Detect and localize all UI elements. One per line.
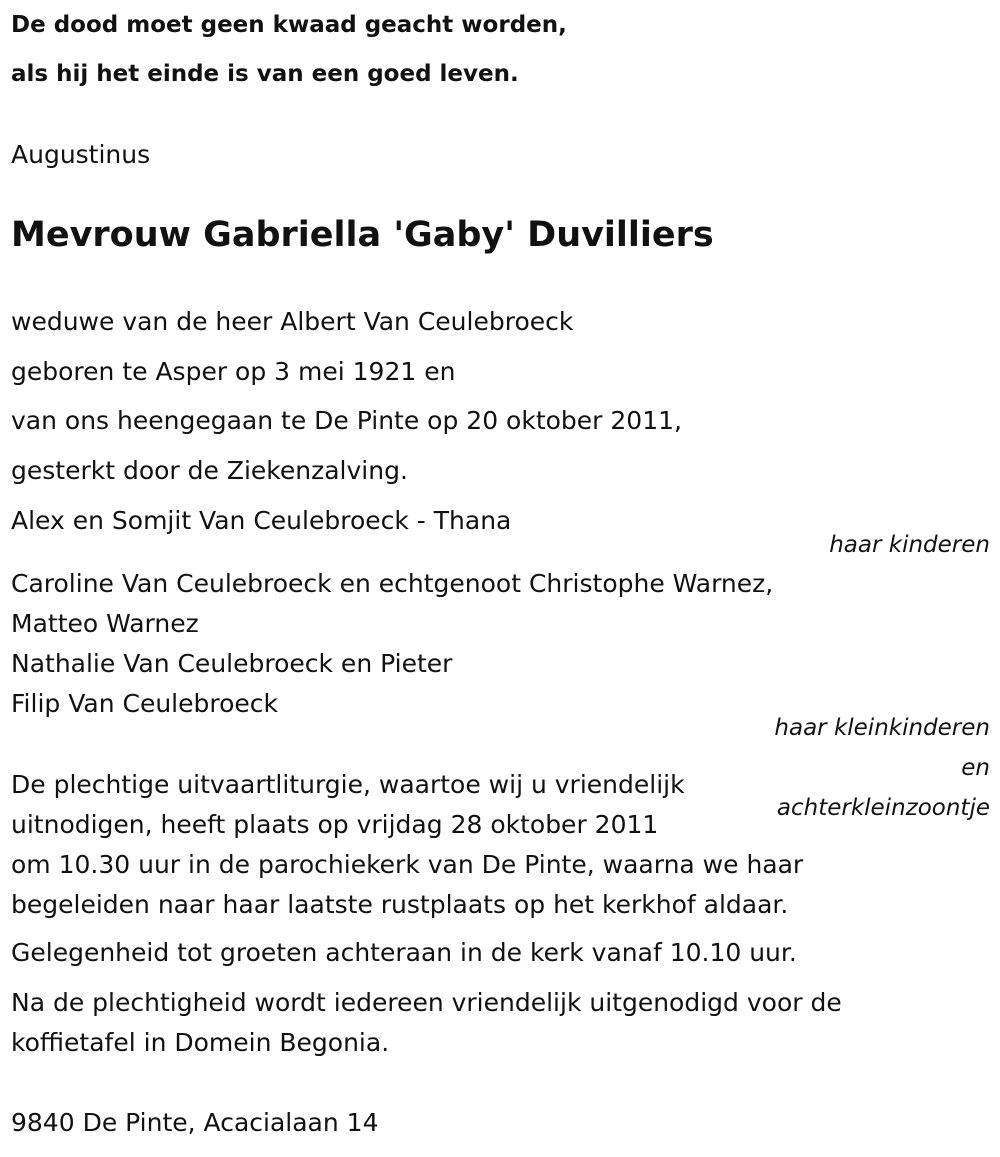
great-grandchild-label: achterkleinzoontje [776, 795, 990, 821]
children-name: Alex en Somjit Van Ceulebroeck - Thana [11, 506, 512, 535]
quote-author: Augustinus [11, 140, 151, 169]
ceremony-line: De plechtige uitvaartliturgie, waartoe wij u vriendelijk [11, 770, 685, 799]
grandchild-line: Matteo Warnez [11, 609, 199, 638]
detail-born: geboren te Asper op 3 mei 1921 en [11, 357, 456, 386]
coffee-info: Na de plechtigheid wordt iedereen vriendelijk uitgenodigd voor de [11, 988, 842, 1017]
detail-widow: weduwe van de heer Albert Van Ceulebroeck [11, 307, 574, 336]
grandchildren-label: haar kleinkinderen [774, 715, 990, 741]
grandchild-line: Filip Van Ceulebroeck [11, 689, 278, 718]
deceased-name: Mevrouw Gabriella 'Gaby' Duvilliers [11, 215, 714, 255]
ceremony-line: begeleiden naar haar laatste rustplaats op het kerkhof aldaar. [11, 890, 789, 919]
grandchildren-label-and: en [961, 755, 990, 781]
grandchild-line: Nathalie Van Ceulebroeck en Pieter [11, 649, 453, 678]
ceremony-line: om 10.30 uur in de parochiekerk van De Pinte, waarna we haar [11, 850, 804, 879]
greeting-info: Gelegenheid tot groeten achteraan in de kerk vanaf 10.10 uur. [11, 938, 797, 967]
coffee-info: koffietafel in Domein Begonia. [11, 1028, 390, 1057]
ceremony-line: uitnodigen, heeft plaats op vrijdag 28 oktober 2011 [11, 810, 659, 839]
detail-sacrament: gesterkt door de Ziekenzalving. [11, 456, 408, 485]
grandchild-line: Caroline Van Ceulebroeck en echtgenoot Christophe Warnez, [11, 569, 774, 598]
address: 9840 De Pinte, Acacialaan 14 [11, 1108, 379, 1137]
children-label: haar kinderen [829, 532, 990, 558]
quote-line-2: als hij het einde is van een goed leven. [11, 61, 519, 87]
detail-passed: van ons heengegaan te De Pinte op 20 oktober 2011, [11, 406, 682, 435]
quote-line-1: De dood moet geen kwaad geacht worden, [11, 12, 567, 38]
